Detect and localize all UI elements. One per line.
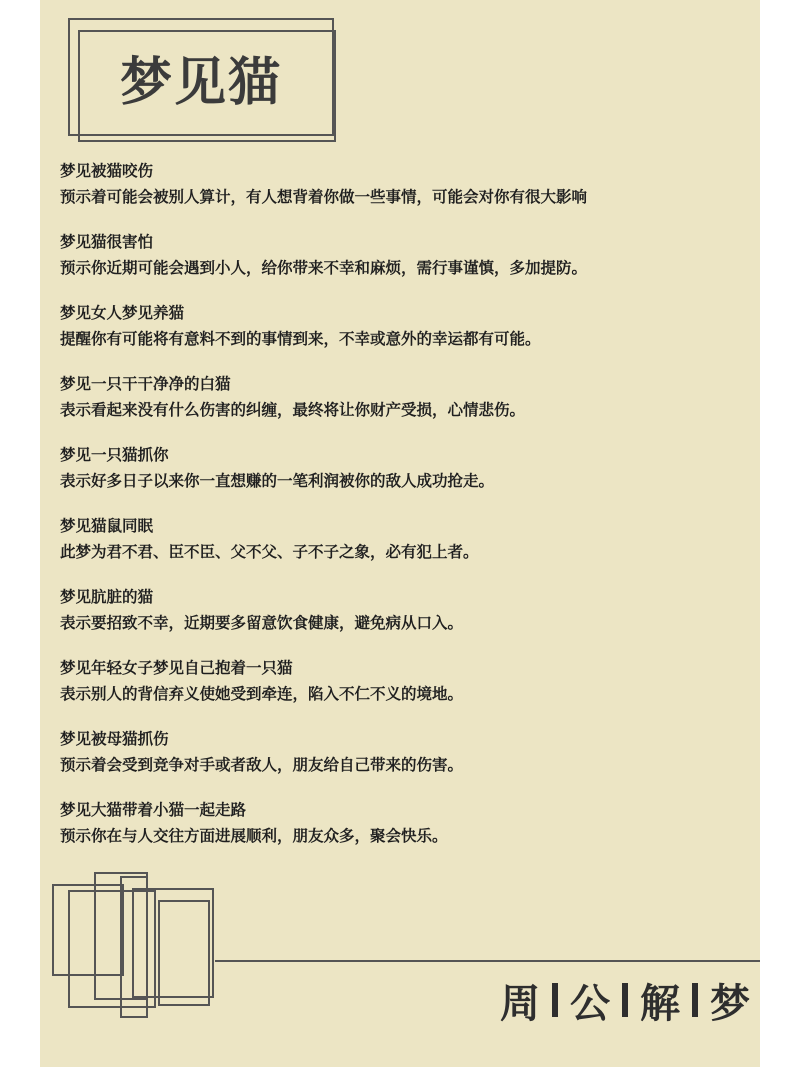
list-item: [60, 726, 750, 797]
footer-separator: [692, 983, 698, 1017]
list-item: [60, 158, 750, 229]
entry-title: 梦见一只干干净净的白猫: [60, 375, 231, 393]
entry-desc: 预示着可能会被别人算计，有人想背着你做一些事情，可能会对你有很大影响: [60, 188, 588, 206]
footer-char: 解: [640, 980, 680, 1027]
entry-title: 梦见大猫带着小猫一起走路: [60, 801, 247, 819]
footer-char: 周: [500, 980, 540, 1027]
list-item: [60, 797, 750, 868]
list-item: [60, 229, 750, 300]
entry-title: 梦见年轻女子梦见自己抱着一只猫: [60, 659, 293, 677]
entry-title: 梦见一只猫抓你: [60, 446, 169, 464]
list-item: [60, 584, 750, 655]
list-item: [60, 513, 750, 584]
entry-desc: 提醒你有可能将有意料不到的事情到来，不幸或意外的幸运都有可能。: [60, 330, 541, 348]
entry-title: 梦见女人梦见养猫: [60, 304, 185, 322]
entry-desc: 表示好多日子以来你一直想赚的一笔利润被你的敌人成功抢走。: [60, 472, 495, 490]
entry-title: 梦见被猫咬伤: [60, 162, 154, 180]
list-item: [60, 300, 750, 371]
footer-brand: [410, 968, 750, 1032]
page-title: 梦见猫: [119, 52, 282, 113]
entry-list: [60, 158, 750, 868]
entry-desc: 预示你近期可能会遇到小人，给你带来不幸和麻烦，需行事谨慎，多加提防。: [60, 259, 588, 277]
entry-desc: 表示看起来没有什么伤害的纠缠，最终将让你财产受损，心情悲伤。: [60, 401, 526, 419]
entry-desc: 表示别人的背信弃义使她受到牵连，陷入不仁不义的境地。: [60, 685, 464, 703]
list-item: [60, 442, 750, 513]
footer-char: 公: [570, 980, 610, 1027]
entry-title: 梦见被母猫抓伤: [60, 730, 169, 748]
entry-desc: 预示着会受到竞争对手或者敌人，朋友给自己带来的伤害。: [60, 756, 464, 774]
list-item: [60, 371, 750, 442]
entry-title: 梦见猫鼠同眠: [60, 517, 154, 535]
divider-line: [215, 960, 760, 962]
entry-desc: 预示你在与人交往方面进展顺利，朋友众多，聚会快乐。: [60, 827, 448, 845]
footer-separator: [622, 983, 628, 1017]
footer-char: 梦: [710, 980, 750, 1027]
footer-separator: [552, 983, 558, 1017]
list-item: [60, 655, 750, 726]
entry-desc: 表示要招致不幸，近期要多留意饮食健康，避免病从口入。: [60, 614, 464, 632]
page: [40, 0, 760, 1067]
deco-rect: [158, 900, 210, 1006]
entry-desc: 此梦为君不君、臣不臣、父不父、子不子之象，必有犯上者。: [60, 543, 479, 561]
entry-title: 梦见肮脏的猫: [60, 588, 154, 606]
entry-title: 梦见猫很害怕: [60, 233, 154, 251]
